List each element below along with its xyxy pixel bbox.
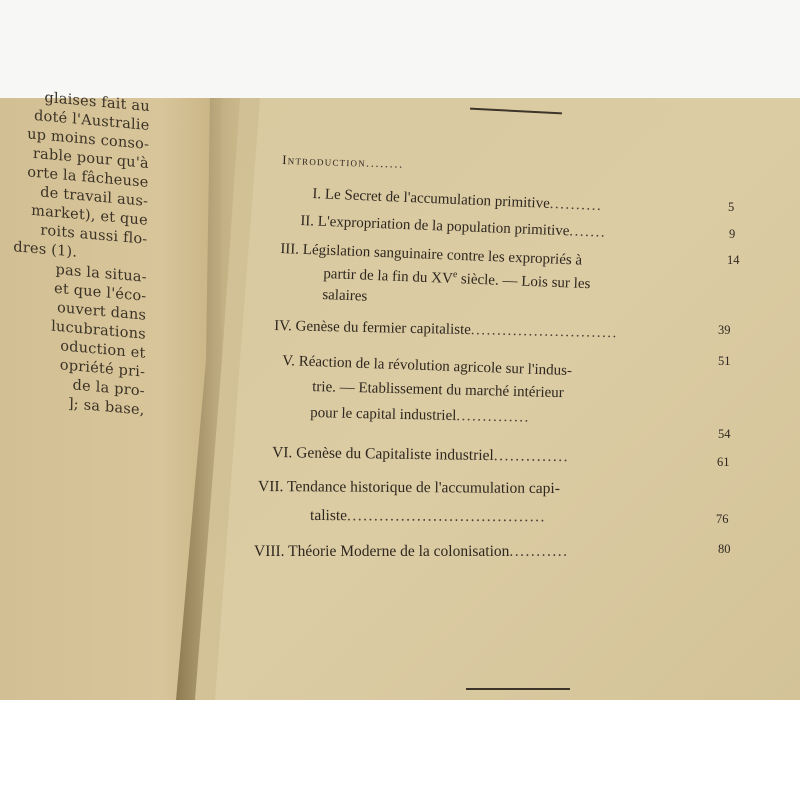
entry-numeral: I.	[312, 186, 322, 203]
leader-dots: ..............	[493, 447, 570, 466]
toc-entry-2	[300, 213, 606, 242]
leader-dots: .....................................	[347, 507, 546, 526]
left-line: lucubrations	[51, 318, 146, 343]
toc-entry-7-line-2	[310, 507, 546, 526]
leader-dots: .......	[569, 223, 607, 241]
left-line: doté l'Australie	[33, 107, 150, 135]
entry-title-continued: pour le capital industriel	[310, 405, 457, 425]
left-line: rable pour qu'à	[32, 145, 149, 173]
left-line: ouvert dans	[56, 300, 147, 324]
entry-title: Tendance historique de l'accumulation capi-	[287, 478, 560, 498]
left-line: de travail aus-	[40, 184, 149, 210]
entry-numeral: V.	[282, 353, 296, 370]
left-line: roits aussi flo-	[40, 222, 148, 248]
entry-page-number: 5	[728, 200, 735, 214]
entry-numeral: II.	[300, 213, 315, 230]
entry-title: Genèse du fermier capitaliste	[295, 318, 472, 339]
leader-dots: ...........	[509, 543, 569, 560]
leader-dots: ..........	[549, 195, 603, 215]
entry-numeral: VII.	[258, 478, 284, 496]
entry-numeral: III.	[280, 241, 300, 258]
left-line: dres (1).	[13, 239, 78, 261]
toc-entry-5-line-2	[312, 379, 564, 402]
entry-title: Réaction de la révolution agricole sur l'indus-	[298, 353, 573, 380]
left-line: opriété pri-	[59, 357, 146, 381]
toc-introduction	[282, 152, 404, 172]
entry-title: Théorie Moderne de la colonisation	[288, 543, 510, 560]
entry-page-number: 76	[716, 512, 729, 526]
toc-entry-5	[282, 353, 572, 380]
superscript: e	[452, 268, 458, 281]
toc-entry-7	[258, 478, 560, 498]
entry-title: L'expropriation de la population primitive	[317, 213, 570, 240]
entry-page-number: 9	[729, 227, 736, 241]
top-rule	[470, 108, 562, 115]
toc-entry-4	[274, 318, 618, 342]
left-line: ]; sa base,	[67, 395, 145, 419]
left-line: de la pro-	[72, 377, 145, 400]
entry-title: Genèse du Capitaliste industriel	[296, 444, 494, 465]
left-line: up moins conso-	[27, 126, 150, 154]
left-line: orte la fâcheuse	[27, 164, 149, 191]
entry-page-number-continued: 54	[718, 427, 731, 441]
toc-entry-5-line-3	[310, 405, 530, 427]
entry-numeral: VIII.	[254, 543, 285, 560]
toc-entry-1	[312, 186, 603, 215]
entry-page-number: 39	[718, 323, 731, 337]
leader-dots: ............................	[470, 322, 619, 342]
entry-title-continued: trie. — Etablissement du marché intérieur	[312, 379, 564, 402]
entry-title-continued: salaires	[322, 287, 368, 305]
left-line: glaises fait au	[44, 89, 150, 116]
entry-numeral: VI.	[272, 444, 293, 462]
toc-entry-3-line-3	[322, 287, 368, 306]
entry-numeral: IV.	[274, 318, 293, 335]
entry-title-continued: taliste	[310, 507, 348, 525]
left-line: et que l'éco-	[53, 280, 147, 305]
entry-title-continued: siècle. — Lois sur les	[456, 271, 591, 293]
entry-page-number: 80	[718, 542, 731, 556]
entry-page-number: 61	[717, 455, 730, 469]
leader-dots: ..............	[456, 408, 531, 426]
left-line: oduction et	[60, 338, 146, 362]
entry-page-number: 51	[718, 354, 731, 368]
entry-title-continued: partir de la fin du XV	[323, 266, 454, 287]
entry-title: Le Secret de l'accumulation primitive	[324, 186, 551, 212]
left-line: market), et que	[31, 202, 148, 229]
left-line: pas la situa-	[55, 261, 147, 286]
entry-page-number: 14	[727, 253, 740, 267]
toc-entry-8	[254, 543, 569, 561]
leader-dots: ........	[365, 154, 405, 171]
introduction-label: Introduction	[282, 152, 367, 170]
entry-title: Législation sanguinaire contre les expropriés à	[302, 241, 583, 269]
toc-entry-6	[272, 444, 569, 466]
bottom-rule	[466, 688, 570, 690]
